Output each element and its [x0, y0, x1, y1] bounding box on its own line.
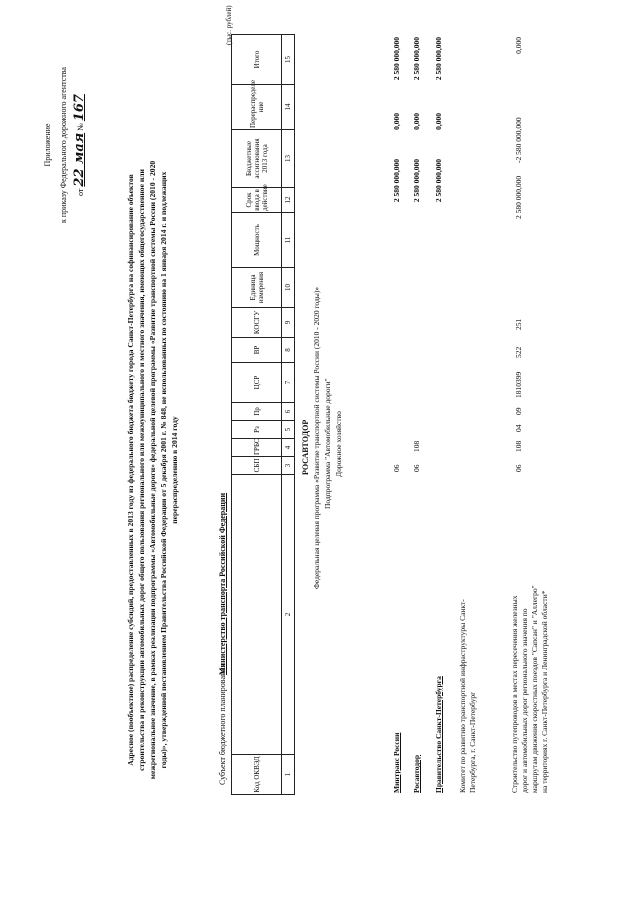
date-prefix: от	[76, 188, 85, 196]
header-csr: ЦСР	[232, 363, 282, 403]
colnum-14: 14	[282, 85, 295, 130]
header-unit: Единица измерения	[232, 268, 282, 308]
header-budget: Бюджетные ассигнования 2013 года	[232, 130, 282, 188]
row-object-kosgu: 251	[514, 318, 523, 330]
header-total: Итого	[232, 35, 282, 85]
annex-date-line	[72, 20, 89, 270]
row-object-sbp: 06	[514, 464, 523, 472]
row-object-total: 0,000	[514, 37, 523, 54]
annex-order-ref: к приказу Федерального дорожного агентства	[59, 67, 68, 223]
row-rosavtodor-label: Росавтодор	[412, 754, 421, 793]
colnum-2: 2	[282, 475, 295, 755]
row-object-vr: 522	[514, 346, 523, 358]
row-mintrans-total: 2 580 000,000	[392, 37, 401, 81]
header-kosgu: КОСГУ	[232, 308, 282, 338]
row-rosavtodor-budget: 2 580 000,000	[412, 159, 421, 203]
colnum-13: 13	[282, 130, 295, 188]
header-capacity: Мощность	[232, 213, 282, 268]
row-government-label: Правительство Санкт-Петербурга	[434, 676, 443, 793]
row-government-total: 2 580 000,000	[434, 37, 443, 81]
row-object-grbs: 108	[514, 440, 523, 452]
document-title: Адресное (пообъектное) распределение субсидий, предоставленных в 2013 году из федерального бюджета бюджету города Санкт-Петербурга на софинансирование объектов строительства и реконструкции автомобильных дорог общего пользования регионального или межмуниципального и местного значения, имеющих общегосударственное или межрегиональное значение, в рамках реализации подпрограммы «Автомобильные дороги» федеральной целевой программы «Развитие транспортной системы России (2010 - 2020 годы)», утвержденной постановлением Правительства Российской Федерации от 5 декабря 2001 г. № 848, не использованных по состоянию на 1 января 2014 г. и подлежащих перераспределению в 2014 году	[126, 160, 179, 780]
colnum-7: 7	[282, 363, 295, 403]
row-committee-label: Комитет по развитию транспортной инфраструктуры Санкт-Петербурга, г. Санкт-Петербург	[458, 599, 477, 793]
annex-block	[40, 20, 89, 270]
header-redistribution: Перераспределе ние	[232, 85, 282, 130]
row-rosavtodor-total: 2 580 000,000	[412, 37, 421, 81]
colnum-12: 12	[282, 188, 295, 213]
row-object-label: Строительство путепроводов в местах пересечения железных дорог и автомобильных дорог регионального значения по маршрутам движения скоростных поездов "Сапсан" и "Аллегро" на территориях г. Санкт-Петербурга и Ленинградской области*	[510, 585, 549, 793]
colnum-1: 1	[282, 755, 295, 795]
row-rosavtodor-redist: 0,000	[412, 113, 421, 130]
row-object-redist: -2 580 000,000	[514, 117, 523, 163]
colnum-3: 3	[282, 457, 295, 475]
row-government-redist: 0,000	[434, 113, 443, 130]
subprogram-heading: Подпрограмма "Автомобильные дороги"	[323, 378, 332, 509]
row-mintrans-budget: 2 580 000,000	[392, 159, 401, 203]
header-vr: ВР	[232, 338, 282, 363]
subject-value: Министерство транспорта Российской Федерации	[218, 492, 227, 675]
colnum-9: 9	[282, 308, 295, 338]
colnum-11: 11	[282, 213, 295, 268]
handwritten-number: 167	[72, 94, 87, 122]
colnum-15: 15	[282, 35, 295, 85]
subject-label: Субъект бюджетного планирования	[218, 663, 227, 785]
units-label: (тыс. рублей)	[225, 5, 233, 45]
handwritten-date: 22 мая	[72, 132, 87, 187]
row-object-budget: 2 580 000,000	[514, 175, 523, 219]
header-sbp: СБП	[232, 457, 282, 475]
row-mintrans-sbp: 06	[392, 464, 401, 472]
colnum-10: 10	[282, 268, 295, 308]
row-rosavtodor-sbp: 06	[412, 464, 421, 472]
colnum-5: 5	[282, 421, 295, 439]
row-object-pr: 09	[514, 407, 523, 415]
row-mintrans-label: Минтранс России	[392, 732, 401, 793]
colnum-4: 4	[282, 439, 295, 457]
annex-title: Приложение	[43, 123, 52, 167]
header-term: Срок ввода в действие	[232, 188, 282, 213]
header-name	[232, 475, 282, 755]
colnum-6: 6	[282, 403, 295, 421]
row-object-csr: 1810399	[514, 371, 523, 398]
header-rz: Рз	[232, 421, 282, 439]
header-table	[231, 34, 295, 795]
row-object-rz: 04	[514, 424, 523, 432]
row-government-budget: 2 580 000,000	[434, 159, 443, 203]
row-rosavtodor-grbs: 108	[412, 440, 421, 452]
number-prefix: №	[76, 123, 85, 131]
agency-heading: РОСАВТОДОР	[301, 419, 310, 475]
sector-heading: Дорожное хозяйство	[334, 411, 343, 477]
program-heading: Федеральная целевая программа «Развитие транспортной системы России (2010 - 2020 годы)»	[312, 286, 321, 589]
colnum-8: 8	[282, 338, 295, 363]
header-grbs: ГРБС	[232, 439, 282, 457]
row-mintrans-redist: 0,000	[392, 113, 401, 130]
header-okved: Код ОКВЭД	[232, 755, 282, 795]
header-pr: Пр	[232, 403, 282, 421]
